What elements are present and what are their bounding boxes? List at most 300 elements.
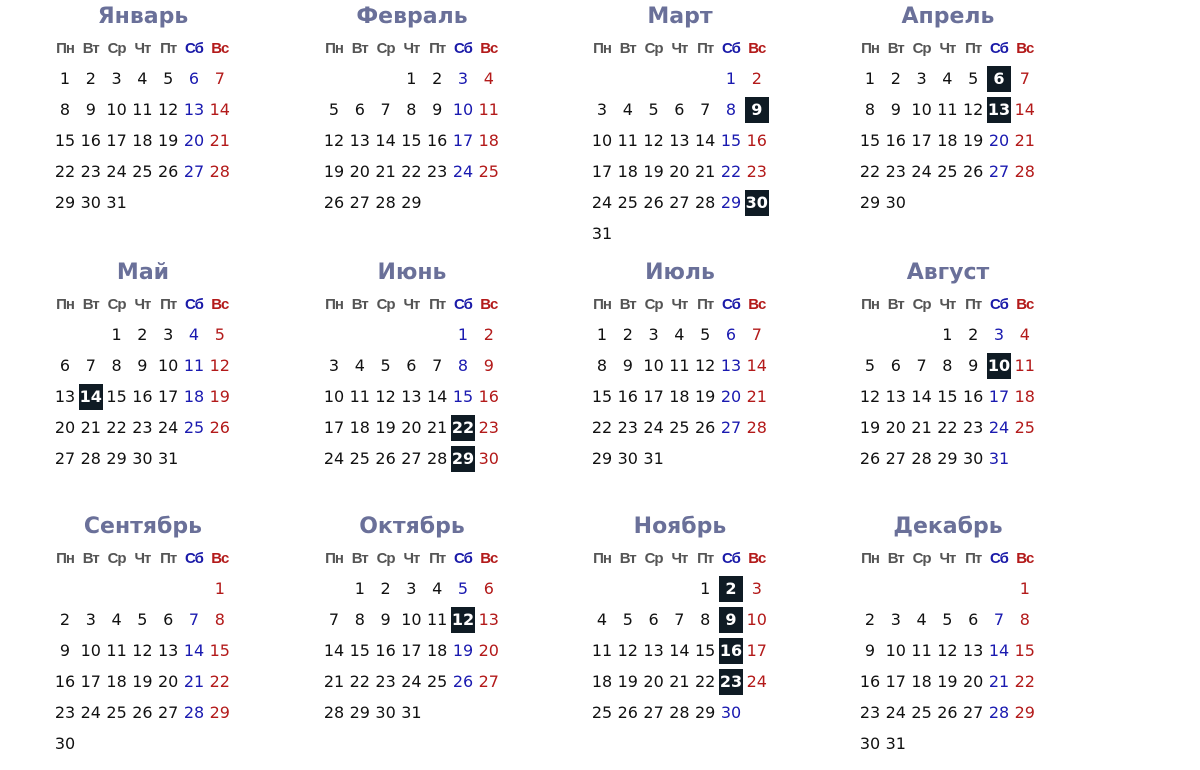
- day-cell[interactable]: 11: [106, 641, 127, 660]
- day-cell[interactable]: 6: [725, 325, 737, 344]
- day-cell[interactable]: 5: [328, 100, 340, 119]
- day-cell[interactable]: 24: [452, 162, 474, 181]
- day-cell[interactable]: 6: [648, 610, 659, 629]
- day-cell[interactable]: 12: [158, 100, 179, 119]
- day-cell[interactable]: 2: [864, 610, 876, 629]
- day-cell[interactable]: 5: [700, 325, 711, 344]
- day-cell[interactable]: 21: [1014, 131, 1035, 150]
- day-cell[interactable]: 22: [451, 415, 475, 441]
- day-cell[interactable]: 13: [885, 387, 906, 406]
- day-cell[interactable]: 7: [432, 356, 443, 375]
- day-cell[interactable]: 8: [725, 100, 737, 119]
- day-cell[interactable]: 20: [54, 418, 76, 437]
- day-cell[interactable]: 20: [720, 387, 742, 406]
- day-cell[interactable]: 7: [328, 610, 340, 629]
- day-cell[interactable]: 22: [1014, 672, 1035, 691]
- day-cell[interactable]: 9: [719, 607, 743, 633]
- day-cell[interactable]: 31: [591, 224, 613, 243]
- day-cell[interactable]: 20: [349, 162, 370, 181]
- day-cell[interactable]: 29: [106, 449, 127, 468]
- day-cell[interactable]: 23: [132, 418, 153, 437]
- day-cell[interactable]: 10: [885, 641, 906, 660]
- day-cell[interactable]: 10: [158, 356, 179, 375]
- day-cell[interactable]: 28: [183, 703, 205, 722]
- day-cell[interactable]: 26: [158, 162, 179, 181]
- day-cell[interactable]: 4: [674, 325, 685, 344]
- day-cell[interactable]: 24: [591, 193, 613, 212]
- day-cell[interactable]: 14: [746, 356, 767, 375]
- day-cell[interactable]: 26: [323, 193, 345, 212]
- day-cell[interactable]: 4: [916, 610, 927, 629]
- day-cell[interactable]: 25: [617, 193, 638, 212]
- day-cell[interactable]: 20: [669, 162, 690, 181]
- day-cell[interactable]: 2: [719, 576, 743, 602]
- day-cell[interactable]: 29: [695, 703, 716, 722]
- day-cell[interactable]: 3: [890, 610, 901, 629]
- day-cell[interactable]: 12: [132, 641, 153, 660]
- day-cell[interactable]: 15: [720, 131, 742, 150]
- day-cell[interactable]: 19: [209, 387, 230, 406]
- day-cell[interactable]: 4: [111, 610, 122, 629]
- day-cell[interactable]: 27: [349, 193, 370, 212]
- day-cell[interactable]: 18: [669, 387, 690, 406]
- day-cell[interactable]: 7: [85, 356, 96, 375]
- day-cell[interactable]: 10: [106, 100, 127, 119]
- day-cell[interactable]: 12: [375, 387, 396, 406]
- day-cell[interactable]: 23: [746, 162, 767, 181]
- day-cell[interactable]: 17: [988, 387, 1010, 406]
- day-cell[interactable]: 15: [106, 387, 127, 406]
- day-cell[interactable]: 25: [183, 418, 205, 437]
- day-cell[interactable]: 24: [401, 672, 422, 691]
- day-cell[interactable]: 25: [937, 162, 958, 181]
- day-cell[interactable]: 9: [483, 356, 494, 375]
- day-cell[interactable]: 23: [54, 703, 76, 722]
- day-cell[interactable]: 22: [349, 672, 370, 691]
- day-cell[interactable]: 31: [106, 193, 127, 212]
- day-cell[interactable]: 18: [478, 131, 499, 150]
- day-cell[interactable]: 12: [209, 356, 230, 375]
- day-cell[interactable]: 8: [1019, 610, 1030, 629]
- day-cell[interactable]: 8: [111, 356, 122, 375]
- day-cell[interactable]: 5: [380, 356, 391, 375]
- day-cell[interactable]: 6: [987, 66, 1011, 92]
- day-cell[interactable]: 10: [746, 610, 767, 629]
- day-cell[interactable]: 24: [323, 449, 345, 468]
- day-cell[interactable]: 21: [80, 418, 101, 437]
- day-cell[interactable]: 21: [209, 131, 230, 150]
- day-cell[interactable]: 16: [885, 131, 906, 150]
- day-cell[interactable]: 4: [596, 610, 608, 629]
- day-cell[interactable]: 26: [209, 418, 230, 437]
- day-cell[interactable]: 16: [427, 131, 448, 150]
- day-cell[interactable]: 1: [864, 69, 876, 88]
- day-cell[interactable]: 20: [885, 418, 906, 437]
- day-cell[interactable]: 24: [911, 162, 932, 181]
- day-cell[interactable]: 5: [648, 100, 659, 119]
- day-cell[interactable]: 21: [323, 672, 345, 691]
- day-cell[interactable]: 1: [942, 325, 953, 344]
- day-cell[interactable]: 23: [719, 669, 743, 695]
- day-cell[interactable]: 3: [328, 356, 340, 375]
- day-cell[interactable]: 7: [993, 610, 1005, 629]
- day-cell[interactable]: 10: [643, 356, 664, 375]
- day-cell[interactable]: 31: [988, 449, 1010, 468]
- day-cell[interactable]: 4: [622, 100, 633, 119]
- day-cell[interactable]: 2: [483, 325, 494, 344]
- day-cell[interactable]: 11: [427, 610, 448, 629]
- day-cell[interactable]: 15: [1014, 641, 1035, 660]
- day-cell[interactable]: 26: [695, 418, 716, 437]
- day-cell[interactable]: 22: [54, 162, 76, 181]
- day-cell[interactable]: 20: [988, 131, 1010, 150]
- day-cell[interactable]: 2: [59, 610, 71, 629]
- day-cell[interactable]: 15: [349, 641, 370, 660]
- day-cell[interactable]: 5: [968, 69, 979, 88]
- day-cell[interactable]: 9: [85, 100, 96, 119]
- day-cell[interactable]: 11: [617, 131, 638, 150]
- day-cell[interactable]: 27: [988, 162, 1010, 181]
- day-cell[interactable]: 20: [478, 641, 499, 660]
- day-cell[interactable]: 17: [911, 131, 932, 150]
- day-cell[interactable]: 28: [911, 449, 932, 468]
- day-cell[interactable]: 22: [859, 162, 881, 181]
- day-cell[interactable]: 3: [163, 325, 174, 344]
- day-cell[interactable]: 27: [643, 703, 664, 722]
- day-cell[interactable]: 14: [911, 387, 932, 406]
- day-cell[interactable]: 27: [885, 449, 906, 468]
- day-cell[interactable]: 13: [349, 131, 370, 150]
- day-cell[interactable]: 8: [457, 356, 469, 375]
- day-cell[interactable]: 6: [968, 610, 979, 629]
- day-cell[interactable]: 29: [54, 193, 76, 212]
- day-cell[interactable]: 10: [591, 131, 613, 150]
- day-cell[interactable]: 24: [80, 703, 101, 722]
- day-cell[interactable]: 10: [80, 641, 101, 660]
- day-cell[interactable]: 15: [209, 641, 230, 660]
- day-cell[interactable]: 2: [968, 325, 979, 344]
- day-cell[interactable]: 23: [478, 418, 499, 437]
- day-cell[interactable]: 7: [1019, 69, 1030, 88]
- day-cell[interactable]: 3: [457, 69, 469, 88]
- day-cell[interactable]: 31: [401, 703, 422, 722]
- day-cell[interactable]: 25: [478, 162, 499, 181]
- day-cell[interactable]: 1: [700, 579, 711, 598]
- day-cell[interactable]: 26: [375, 449, 396, 468]
- day-cell[interactable]: 13: [669, 131, 690, 150]
- day-cell[interactable]: 5: [163, 69, 174, 88]
- day-cell[interactable]: 21: [183, 672, 205, 691]
- day-cell[interactable]: 2: [751, 69, 762, 88]
- day-cell[interactable]: 3: [993, 325, 1005, 344]
- day-cell[interactable]: 27: [183, 162, 205, 181]
- day-cell[interactable]: 27: [401, 449, 422, 468]
- day-cell[interactable]: 8: [406, 100, 417, 119]
- day-cell[interactable]: 12: [323, 131, 345, 150]
- day-cell[interactable]: 19: [375, 418, 396, 437]
- day-cell[interactable]: 21: [427, 418, 448, 437]
- day-cell[interactable]: 25: [911, 703, 932, 722]
- day-cell[interactable]: 25: [591, 703, 613, 722]
- day-cell[interactable]: 12: [859, 387, 881, 406]
- day-cell[interactable]: 19: [937, 672, 958, 691]
- day-cell[interactable]: 16: [375, 641, 396, 660]
- day-cell[interactable]: 27: [669, 193, 690, 212]
- day-cell[interactable]: 11: [911, 641, 932, 660]
- day-cell[interactable]: 13: [158, 641, 179, 660]
- day-cell[interactable]: 2: [380, 579, 391, 598]
- day-cell[interactable]: 12: [617, 641, 638, 660]
- day-cell[interactable]: 15: [937, 387, 958, 406]
- day-cell[interactable]: 26: [643, 193, 664, 212]
- day-cell[interactable]: 16: [132, 387, 153, 406]
- day-cell[interactable]: 21: [375, 162, 396, 181]
- day-cell[interactable]: 5: [214, 325, 225, 344]
- day-cell[interactable]: 7: [188, 610, 200, 629]
- day-cell[interactable]: 28: [427, 449, 448, 468]
- day-cell[interactable]: 4: [354, 356, 365, 375]
- day-cell[interactable]: 2: [890, 69, 901, 88]
- day-cell[interactable]: 17: [643, 387, 664, 406]
- day-cell[interactable]: 23: [617, 418, 638, 437]
- day-cell[interactable]: 3: [406, 579, 417, 598]
- day-cell[interactable]: 13: [720, 356, 742, 375]
- day-cell[interactable]: 4: [188, 325, 200, 344]
- day-cell[interactable]: 11: [669, 356, 690, 375]
- day-cell[interactable]: 11: [478, 100, 499, 119]
- day-cell[interactable]: 25: [106, 703, 127, 722]
- day-cell[interactable]: 30: [720, 703, 742, 722]
- day-cell[interactable]: 13: [643, 641, 664, 660]
- day-cell[interactable]: 16: [746, 131, 767, 150]
- day-cell[interactable]: 3: [751, 579, 762, 598]
- day-cell[interactable]: 19: [643, 162, 664, 181]
- day-cell[interactable]: 14: [183, 641, 205, 660]
- day-cell[interactable]: 29: [209, 703, 230, 722]
- day-cell[interactable]: 17: [106, 131, 127, 150]
- day-cell[interactable]: 5: [622, 610, 633, 629]
- day-cell[interactable]: 18: [1014, 387, 1035, 406]
- day-cell[interactable]: 8: [214, 610, 225, 629]
- day-cell[interactable]: 14: [669, 641, 690, 660]
- day-cell[interactable]: 1: [457, 325, 469, 344]
- day-cell[interactable]: 9: [380, 610, 391, 629]
- day-cell[interactable]: 3: [916, 69, 927, 88]
- day-cell[interactable]: 5: [137, 610, 148, 629]
- day-cell[interactable]: 10: [401, 610, 422, 629]
- day-cell[interactable]: 29: [720, 193, 742, 212]
- day-cell[interactable]: 11: [183, 356, 205, 375]
- day-cell[interactable]: 3: [596, 100, 608, 119]
- day-cell[interactable]: 3: [85, 610, 96, 629]
- day-cell[interactable]: 28: [669, 703, 690, 722]
- day-cell[interactable]: 6: [59, 356, 71, 375]
- day-cell[interactable]: 17: [591, 162, 613, 181]
- day-cell[interactable]: 7: [751, 325, 762, 344]
- day-cell[interactable]: 17: [401, 641, 422, 660]
- day-cell[interactable]: 14: [79, 384, 103, 410]
- day-cell[interactable]: 16: [478, 387, 499, 406]
- day-cell[interactable]: 18: [937, 131, 958, 150]
- day-cell[interactable]: 31: [643, 449, 664, 468]
- day-cell[interactable]: 11: [1014, 356, 1035, 375]
- day-cell[interactable]: 12: [643, 131, 664, 150]
- day-cell[interactable]: 22: [401, 162, 422, 181]
- day-cell[interactable]: 30: [478, 449, 499, 468]
- day-cell[interactable]: 18: [617, 162, 638, 181]
- day-cell[interactable]: 23: [859, 703, 881, 722]
- day-cell[interactable]: 1: [725, 69, 737, 88]
- day-cell[interactable]: 10: [911, 100, 932, 119]
- day-cell[interactable]: 27: [963, 703, 984, 722]
- day-cell[interactable]: 30: [859, 734, 881, 753]
- day-cell[interactable]: 18: [349, 418, 370, 437]
- day-cell[interactable]: 25: [132, 162, 153, 181]
- day-cell[interactable]: 27: [54, 449, 76, 468]
- day-cell[interactable]: 22: [106, 418, 127, 437]
- day-cell[interactable]: 13: [478, 610, 499, 629]
- day-cell[interactable]: 24: [746, 672, 767, 691]
- day-cell[interactable]: 1: [596, 325, 608, 344]
- day-cell[interactable]: 25: [1014, 418, 1035, 437]
- day-cell[interactable]: 30: [132, 449, 153, 468]
- day-cell[interactable]: 11: [132, 100, 153, 119]
- day-cell[interactable]: 8: [700, 610, 711, 629]
- day-cell[interactable]: 20: [643, 672, 664, 691]
- day-cell[interactable]: 6: [188, 69, 200, 88]
- day-cell[interactable]: 29: [1014, 703, 1035, 722]
- day-cell[interactable]: 9: [745, 97, 769, 123]
- day-cell[interactable]: 15: [401, 131, 422, 150]
- day-cell[interactable]: 31: [158, 449, 179, 468]
- day-cell[interactable]: 6: [354, 100, 365, 119]
- day-cell[interactable]: 6: [483, 579, 494, 598]
- day-cell[interactable]: 14: [988, 641, 1010, 660]
- day-cell[interactable]: 16: [963, 387, 984, 406]
- day-cell[interactable]: 4: [942, 69, 953, 88]
- day-cell[interactable]: 28: [988, 703, 1010, 722]
- day-cell[interactable]: 19: [323, 162, 345, 181]
- day-cell[interactable]: 16: [859, 672, 881, 691]
- day-cell[interactable]: 28: [695, 193, 716, 212]
- day-cell[interactable]: 18: [911, 672, 932, 691]
- day-cell[interactable]: 8: [59, 100, 71, 119]
- day-cell[interactable]: 5: [942, 610, 953, 629]
- day-cell[interactable]: 20: [401, 418, 422, 437]
- day-cell[interactable]: 2: [137, 325, 148, 344]
- day-cell[interactable]: 30: [963, 449, 984, 468]
- day-cell[interactable]: 26: [617, 703, 638, 722]
- day-cell[interactable]: 4: [483, 69, 494, 88]
- day-cell[interactable]: 18: [427, 641, 448, 660]
- day-cell[interactable]: 17: [80, 672, 101, 691]
- day-cell[interactable]: 14: [375, 131, 396, 150]
- day-cell[interactable]: 16: [719, 638, 743, 664]
- day-cell[interactable]: 22: [591, 418, 613, 437]
- day-cell[interactable]: 29: [401, 193, 422, 212]
- day-cell[interactable]: 24: [643, 418, 664, 437]
- day-cell[interactable]: 8: [596, 356, 608, 375]
- day-cell[interactable]: 25: [669, 418, 690, 437]
- day-cell[interactable]: 2: [432, 69, 443, 88]
- day-cell[interactable]: 21: [669, 672, 690, 691]
- day-cell[interactable]: 4: [1019, 325, 1030, 344]
- day-cell[interactable]: 28: [375, 193, 396, 212]
- day-cell[interactable]: 30: [375, 703, 396, 722]
- day-cell[interactable]: 7: [214, 69, 225, 88]
- day-cell[interactable]: 23: [375, 672, 396, 691]
- day-cell[interactable]: 11: [349, 387, 370, 406]
- day-cell[interactable]: 31: [885, 734, 906, 753]
- day-cell[interactable]: 27: [478, 672, 499, 691]
- day-cell[interactable]: 21: [988, 672, 1010, 691]
- day-cell[interactable]: 15: [591, 387, 613, 406]
- day-cell[interactable]: 7: [700, 100, 711, 119]
- day-cell[interactable]: 13: [963, 641, 984, 660]
- day-cell[interactable]: 1: [1019, 579, 1030, 598]
- day-cell[interactable]: 27: [720, 418, 742, 437]
- day-cell[interactable]: 1: [59, 69, 71, 88]
- day-cell[interactable]: 27: [158, 703, 179, 722]
- day-cell[interactable]: 23: [963, 418, 984, 437]
- day-cell[interactable]: 28: [1014, 162, 1035, 181]
- day-cell[interactable]: 12: [451, 607, 475, 633]
- day-cell[interactable]: 26: [937, 703, 958, 722]
- day-cell[interactable]: 9: [432, 100, 443, 119]
- day-cell[interactable]: 2: [85, 69, 96, 88]
- day-cell[interactable]: 1: [111, 325, 122, 344]
- day-cell[interactable]: 9: [622, 356, 633, 375]
- day-cell[interactable]: 7: [380, 100, 391, 119]
- day-cell[interactable]: 22: [695, 672, 716, 691]
- day-cell[interactable]: 9: [864, 641, 876, 660]
- day-cell[interactable]: 9: [968, 356, 979, 375]
- day-cell[interactable]: 9: [137, 356, 148, 375]
- day-cell[interactable]: 14: [695, 131, 716, 150]
- day-cell[interactable]: 19: [158, 131, 179, 150]
- day-cell[interactable]: 6: [163, 610, 174, 629]
- day-cell[interactable]: 7: [916, 356, 927, 375]
- day-cell[interactable]: 28: [209, 162, 230, 181]
- day-cell[interactable]: 10: [452, 100, 474, 119]
- day-cell[interactable]: 5: [457, 579, 469, 598]
- day-cell[interactable]: 6: [674, 100, 685, 119]
- day-cell[interactable]: 11: [937, 100, 958, 119]
- day-cell[interactable]: 30: [80, 193, 101, 212]
- day-cell[interactable]: 23: [80, 162, 101, 181]
- day-cell[interactable]: 19: [617, 672, 638, 691]
- day-cell[interactable]: 15: [695, 641, 716, 660]
- day-cell[interactable]: 1: [406, 69, 417, 88]
- day-cell[interactable]: 24: [158, 418, 179, 437]
- day-cell[interactable]: 26: [132, 703, 153, 722]
- day-cell[interactable]: 29: [859, 193, 881, 212]
- day-cell[interactable]: 13: [183, 100, 205, 119]
- day-cell[interactable]: 13: [401, 387, 422, 406]
- day-cell[interactable]: 14: [209, 100, 230, 119]
- day-cell[interactable]: 9: [890, 100, 901, 119]
- day-cell[interactable]: 18: [183, 387, 205, 406]
- day-cell[interactable]: 28: [323, 703, 345, 722]
- day-cell[interactable]: 4: [137, 69, 148, 88]
- day-cell[interactable]: 30: [54, 734, 76, 753]
- day-cell[interactable]: 17: [746, 641, 767, 660]
- day-cell[interactable]: 18: [106, 672, 127, 691]
- day-cell[interactable]: 22: [209, 672, 230, 691]
- day-cell[interactable]: 20: [963, 672, 984, 691]
- day-cell[interactable]: 17: [323, 418, 345, 437]
- day-cell[interactable]: 19: [963, 131, 984, 150]
